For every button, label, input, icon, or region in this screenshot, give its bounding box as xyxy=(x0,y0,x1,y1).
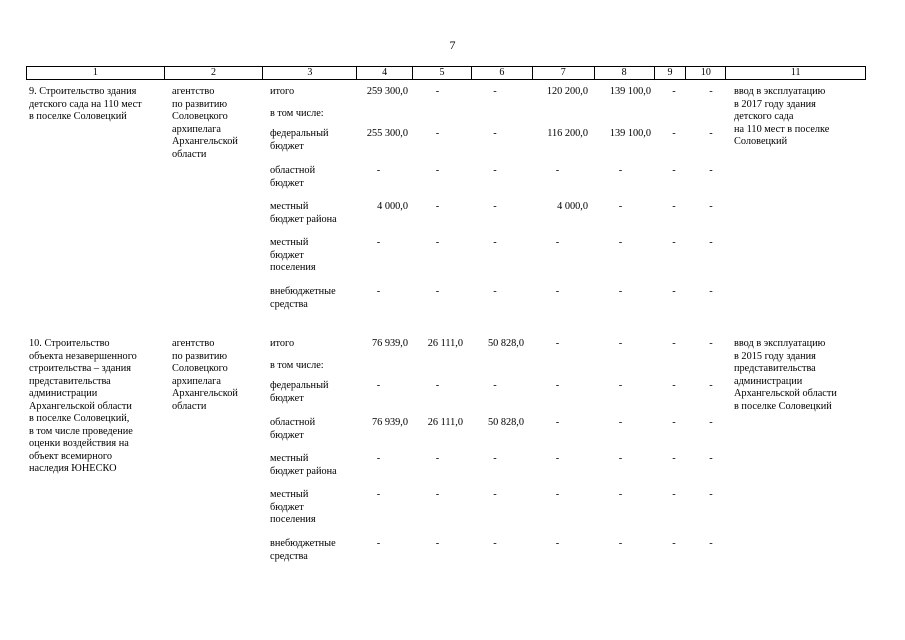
value-cell: - xyxy=(709,237,713,248)
header-cell: 10 xyxy=(686,67,726,79)
value-cell: - xyxy=(672,538,676,549)
value-cell: - xyxy=(618,380,623,391)
header-cell: 4 xyxy=(357,67,413,79)
value-cell: - xyxy=(709,489,713,500)
row-label: итого xyxy=(270,338,295,349)
value-cell: - xyxy=(618,338,623,349)
value-cell: - xyxy=(672,165,676,176)
value-cell: - xyxy=(493,165,497,176)
value-cell: 76 939,0 xyxy=(371,338,408,349)
header-cell: 9 xyxy=(655,67,687,79)
value-cell: 4 000,0 xyxy=(377,201,408,212)
value-cell: - xyxy=(709,453,713,464)
row-label: федеральный бюджет xyxy=(270,380,329,404)
result-note: ввод в эксплуатацию в 2015 году здания представительства администрации Архангельской области в поселке Соловецкий xyxy=(734,338,837,412)
value-cell: - xyxy=(555,417,560,428)
value-cell: - xyxy=(555,237,560,248)
row-label: федеральный бюджет xyxy=(270,128,329,152)
value-cell: - xyxy=(709,165,713,176)
value-cell: - xyxy=(435,165,440,176)
value-cell: - xyxy=(435,128,440,139)
value-cell: - xyxy=(376,380,381,391)
row-label: областной бюджет xyxy=(270,165,316,189)
value-cell: 26 111,0 xyxy=(427,338,463,349)
row-label: областной бюджет xyxy=(270,417,316,441)
value-cell: - xyxy=(618,453,623,464)
value-cell: - xyxy=(435,453,440,464)
row-label: внебюджетные средства xyxy=(270,538,336,562)
value-cell: - xyxy=(435,380,440,391)
value-cell: 116 200,0 xyxy=(547,128,588,139)
value-cell: 4 000,0 xyxy=(557,201,588,212)
value-cell: 50 828,0 xyxy=(487,338,524,349)
header-cell: 2 xyxy=(165,67,264,79)
responsible-agency: агентство по развитию Соловецкого архипелага Архангельской области xyxy=(172,338,238,412)
value-cell: - xyxy=(709,128,713,139)
responsible-agency: агентство по развитию Соловецкого архипелага Архангельской области xyxy=(172,86,238,160)
value-cell: - xyxy=(493,86,497,97)
header-cell: 6 xyxy=(472,67,533,79)
value-cell: - xyxy=(493,538,497,549)
value-cell: - xyxy=(435,538,440,549)
table-header xyxy=(26,66,866,80)
value-cell: - xyxy=(672,128,676,139)
value-cell: - xyxy=(709,538,713,549)
value-cell: - xyxy=(493,201,497,212)
value-cell: - xyxy=(555,338,560,349)
value-cell: - xyxy=(376,453,381,464)
value-cell: - xyxy=(555,453,560,464)
value-cell: - xyxy=(376,489,381,500)
value-cell: - xyxy=(709,286,713,297)
value-cell: - xyxy=(672,286,676,297)
value-cell: - xyxy=(376,237,381,248)
header-cell: 5 xyxy=(413,67,472,79)
value-cell: 76 939,0 xyxy=(371,417,408,428)
value-cell: - xyxy=(435,86,440,97)
row-label: в том числе: xyxy=(270,360,324,371)
value-cell: - xyxy=(618,237,623,248)
value-cell: - xyxy=(555,489,560,500)
value-cell: - xyxy=(672,86,676,97)
value-cell: - xyxy=(618,201,623,212)
value-cell: - xyxy=(376,286,381,297)
value-cell: - xyxy=(618,538,623,549)
value-cell: 255 300,0 xyxy=(366,128,408,139)
value-cell: - xyxy=(493,286,497,297)
value-cell: - xyxy=(376,165,381,176)
value-cell: - xyxy=(618,489,623,500)
value-cell: - xyxy=(435,489,440,500)
value-cell: - xyxy=(709,417,713,428)
value-cell: - xyxy=(618,286,623,297)
value-cell: - xyxy=(435,286,440,297)
value-cell: - xyxy=(493,453,497,464)
row-label: местный бюджет района xyxy=(270,453,337,477)
page-number: 7 xyxy=(449,38,456,52)
value-cell: 50 828,0 xyxy=(487,417,524,428)
value-cell: - xyxy=(493,489,497,500)
row-label: местный бюджет поселения xyxy=(270,489,316,525)
value-cell: - xyxy=(493,380,497,391)
value-cell: - xyxy=(376,538,381,549)
row-label: в том числе: xyxy=(270,108,324,119)
value-cell: - xyxy=(493,237,497,248)
row-label: внебюджетные средства xyxy=(270,286,336,310)
row-label: итого xyxy=(270,86,295,97)
row-label: местный бюджет поселения xyxy=(270,237,316,273)
value-cell: - xyxy=(709,86,713,97)
value-cell: - xyxy=(618,417,623,428)
value-cell: - xyxy=(435,201,440,212)
value-cell: - xyxy=(672,338,676,349)
section-title: 9. Строительство здания детского сада на 110 мест в поселке Соловецкий xyxy=(29,86,142,122)
value-cell: - xyxy=(672,237,676,248)
value-cell: - xyxy=(672,380,676,391)
section-title: 10. Строительство объекта незавершенного строительства – здания представительства администрации Архангельской области в поселке Соловецкий, в том числе проведение оценки воздействия на объект всемирного наследия ЮНЕСКО xyxy=(29,338,137,474)
value-cell: - xyxy=(435,237,440,248)
value-cell: - xyxy=(672,489,676,500)
header-cell: 3 xyxy=(263,67,357,79)
value-cell: - xyxy=(709,338,713,349)
value-cell: - xyxy=(709,201,713,212)
value-cell: 120 200,0 xyxy=(546,86,588,97)
value-cell: - xyxy=(555,286,560,297)
value-cell: - xyxy=(555,165,560,176)
result-note: ввод в эксплуатацию в 2017 году здания детского сада на 110 мест в поселке Соловецкий xyxy=(734,86,830,147)
value-cell: - xyxy=(493,128,497,139)
value-cell: - xyxy=(555,538,560,549)
header-cell: 1 xyxy=(27,67,165,79)
value-cell: 139 100,0 xyxy=(609,86,651,97)
value-cell: - xyxy=(555,380,560,391)
value-cell: 259 300,0 xyxy=(366,86,408,97)
value-cell: 139 100,0 xyxy=(609,128,651,139)
value-cell: - xyxy=(672,453,676,464)
value-cell: - xyxy=(672,201,676,212)
value-cell: 26 111,0 xyxy=(427,417,463,428)
row-label: местный бюджет района xyxy=(270,201,337,225)
value-cell: - xyxy=(618,165,623,176)
value-cell: - xyxy=(672,417,676,428)
value-cell: - xyxy=(709,380,713,391)
header-cell: 11 xyxy=(790,67,801,78)
header-cell: 7 xyxy=(533,67,595,79)
header-cell: 8 xyxy=(595,67,655,79)
